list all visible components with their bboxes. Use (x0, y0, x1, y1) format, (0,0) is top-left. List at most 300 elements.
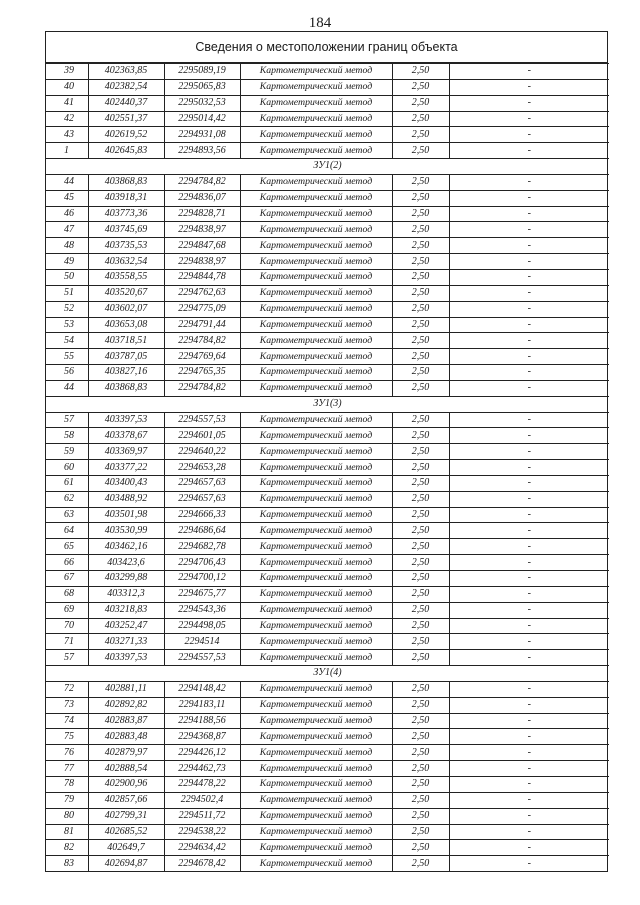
y-coordinate-cell: 2294686,64 (164, 523, 240, 539)
x-coordinate-cell: 403400,43 (88, 475, 164, 491)
accuracy-cell: 2,50 (392, 365, 449, 381)
y-coordinate-cell: 2294426,12 (164, 745, 240, 761)
y-coordinate-cell: 2294700,12 (164, 571, 240, 587)
page-number: 184 (308, 15, 332, 31)
x-coordinate-cell: 402645,83 (88, 143, 164, 159)
point-number-cell: 54 (46, 333, 88, 349)
table-row (46, 285, 609, 301)
table-row (46, 79, 609, 95)
description-cell: - (449, 317, 609, 333)
description-cell: - (449, 380, 609, 396)
accuracy-cell: 2,50 (392, 618, 449, 634)
x-coordinate-cell: 402619,52 (88, 127, 164, 143)
description-cell: - (449, 792, 609, 808)
description-cell: - (449, 444, 609, 460)
description-cell: - (449, 428, 609, 444)
x-coordinate-cell: 403520,67 (88, 285, 164, 301)
table-row (46, 761, 609, 777)
table-row (46, 412, 609, 428)
description-cell: - (449, 190, 609, 206)
accuracy-cell: 2,50 (392, 254, 449, 270)
method-cell: Картометрический метод (240, 650, 392, 666)
point-number-cell: 62 (46, 491, 88, 507)
method-cell: Картометрический метод (240, 412, 392, 428)
method-cell: Картометрический метод (240, 713, 392, 729)
y-coordinate-cell: 2295089,19 (164, 64, 240, 80)
x-coordinate-cell: 403827,16 (88, 365, 164, 381)
accuracy-cell: 2,50 (392, 428, 449, 444)
x-coordinate-cell: 403653,08 (88, 317, 164, 333)
table-row (46, 444, 609, 460)
x-coordinate-cell: 403918,31 (88, 190, 164, 206)
table-row (46, 808, 609, 824)
method-cell: Картометрический метод (240, 586, 392, 602)
point-number-cell: 44 (46, 380, 88, 396)
accuracy-cell: 2,50 (392, 444, 449, 460)
method-cell: Картометрический метод (240, 64, 392, 80)
accuracy-cell: 2,50 (392, 761, 449, 777)
method-cell: Картометрический метод (240, 317, 392, 333)
method-cell: Картометрический метод (240, 444, 392, 460)
accuracy-cell: 2,50 (392, 174, 449, 190)
point-number-cell: 60 (46, 460, 88, 476)
table-row (46, 475, 609, 491)
x-coordinate-cell: 403397,53 (88, 412, 164, 428)
point-number-cell: 73 (46, 697, 88, 713)
method-cell: Картометрический метод (240, 127, 392, 143)
point-number-cell: 81 (46, 824, 88, 840)
x-coordinate-cell: 403602,07 (88, 301, 164, 317)
x-coordinate-cell: 403397,53 (88, 650, 164, 666)
table-row (46, 650, 609, 666)
method-cell: Картометрический метод (240, 475, 392, 491)
y-coordinate-cell: 2294784,82 (164, 174, 240, 190)
method-cell: Картометрический метод (240, 254, 392, 270)
table-row (46, 64, 609, 80)
y-coordinate-cell: 2294511,72 (164, 808, 240, 824)
description-cell: - (449, 745, 609, 761)
description-cell: - (449, 79, 609, 95)
accuracy-cell: 2,50 (392, 856, 449, 871)
method-cell: Картометрический метод (240, 174, 392, 190)
y-coordinate-cell: 2294657,63 (164, 475, 240, 491)
point-number-cell: 52 (46, 301, 88, 317)
point-number-cell: 47 (46, 222, 88, 238)
description-cell: - (449, 238, 609, 254)
method-cell: Картометрический метод (240, 808, 392, 824)
table-row (46, 206, 609, 222)
group-header-row (46, 666, 609, 682)
y-coordinate-cell: 2294601,05 (164, 428, 240, 444)
accuracy-cell: 2,50 (392, 792, 449, 808)
y-coordinate-cell: 2294666,33 (164, 507, 240, 523)
method-cell: Картометрический метод (240, 143, 392, 159)
y-coordinate-cell: 2294836,07 (164, 190, 240, 206)
x-coordinate-cell: 403377,22 (88, 460, 164, 476)
method-cell: Картометрический метод (240, 269, 392, 285)
table-row (46, 539, 609, 555)
method-cell: Картометрический метод (240, 285, 392, 301)
table-row (46, 840, 609, 856)
accuracy-cell: 2,50 (392, 269, 449, 285)
description-cell: - (449, 491, 609, 507)
table-row (46, 555, 609, 571)
description-cell: - (449, 650, 609, 666)
method-cell: Картометрический метод (240, 222, 392, 238)
y-coordinate-cell: 2294775,09 (164, 301, 240, 317)
table-row (46, 349, 609, 365)
y-coordinate-cell: 2294557,53 (164, 412, 240, 428)
description-cell: - (449, 64, 609, 80)
accuracy-cell: 2,50 (392, 285, 449, 301)
table-row (46, 523, 609, 539)
accuracy-cell: 2,50 (392, 460, 449, 476)
x-coordinate-cell: 403271,33 (88, 634, 164, 650)
x-coordinate-cell: 402382,54 (88, 79, 164, 95)
x-coordinate-cell: 403745,69 (88, 222, 164, 238)
method-cell: Картометрический метод (240, 365, 392, 381)
point-number-cell: 48 (46, 238, 88, 254)
boundary-sheet (45, 31, 608, 872)
table-row (46, 713, 609, 729)
method-cell: Картометрический метод (240, 111, 392, 127)
accuracy-cell: 2,50 (392, 539, 449, 555)
description-cell: - (449, 412, 609, 428)
description-cell: - (449, 301, 609, 317)
accuracy-cell: 2,50 (392, 571, 449, 587)
description-cell: - (449, 697, 609, 713)
table-row (46, 301, 609, 317)
method-cell: Картометрический метод (240, 634, 392, 650)
description-cell: - (449, 333, 609, 349)
x-coordinate-cell: 403378,67 (88, 428, 164, 444)
table-row (46, 618, 609, 634)
point-number-cell: 83 (46, 856, 88, 871)
x-coordinate-cell: 402799,31 (88, 808, 164, 824)
accuracy-cell: 2,50 (392, 206, 449, 222)
y-coordinate-cell: 2294784,82 (164, 333, 240, 349)
method-cell: Картометрический метод (240, 428, 392, 444)
x-coordinate-cell: 402694,87 (88, 856, 164, 871)
group-header-row (46, 396, 609, 412)
y-coordinate-cell: 2294368,87 (164, 729, 240, 745)
accuracy-cell: 2,50 (392, 380, 449, 396)
method-cell: Картометрический метод (240, 460, 392, 476)
point-number-cell: 75 (46, 729, 88, 745)
y-coordinate-cell: 2294791,44 (164, 317, 240, 333)
method-cell: Картометрический метод (240, 824, 392, 840)
point-number-cell: 61 (46, 475, 88, 491)
accuracy-cell: 2,50 (392, 317, 449, 333)
table-row (46, 697, 609, 713)
description-cell: - (449, 602, 609, 618)
method-cell: Картометрический метод (240, 523, 392, 539)
y-coordinate-cell: 2294538,22 (164, 824, 240, 840)
point-number-cell: 57 (46, 412, 88, 428)
accuracy-cell: 2,50 (392, 602, 449, 618)
description-cell: - (449, 618, 609, 634)
x-coordinate-cell: 402879,97 (88, 745, 164, 761)
method-cell: Картометрический метод (240, 380, 392, 396)
description-cell: - (449, 269, 609, 285)
point-number-cell: 59 (46, 444, 88, 460)
point-number-cell: 70 (46, 618, 88, 634)
accuracy-cell: 2,50 (392, 111, 449, 127)
method-cell: Картометрический метод (240, 238, 392, 254)
accuracy-cell: 2,50 (392, 301, 449, 317)
description-cell: - (449, 365, 609, 381)
y-coordinate-cell: 2294931,08 (164, 127, 240, 143)
y-coordinate-cell: 2294478,22 (164, 776, 240, 792)
method-cell: Картометрический метод (240, 555, 392, 571)
point-number-cell: 74 (46, 713, 88, 729)
accuracy-cell: 2,50 (392, 586, 449, 602)
x-coordinate-cell: 403423,6 (88, 555, 164, 571)
accuracy-cell: 2,50 (392, 190, 449, 206)
method-cell: Картометрический метод (240, 856, 392, 871)
point-number-cell: 58 (46, 428, 88, 444)
description-cell: - (449, 761, 609, 777)
description-cell: - (449, 285, 609, 301)
description-cell: - (449, 507, 609, 523)
y-coordinate-cell: 2294557,53 (164, 650, 240, 666)
x-coordinate-cell: 402892,82 (88, 697, 164, 713)
y-coordinate-cell: 2294543,36 (164, 602, 240, 618)
x-coordinate-cell: 403218,83 (88, 602, 164, 618)
point-number-cell: 72 (46, 681, 88, 697)
x-coordinate-cell: 402685,52 (88, 824, 164, 840)
point-number-cell: 43 (46, 127, 88, 143)
y-coordinate-cell: 2294653,28 (164, 460, 240, 476)
x-coordinate-cell: 402363,85 (88, 64, 164, 80)
table-row (46, 333, 609, 349)
x-coordinate-cell: 403558,55 (88, 269, 164, 285)
accuracy-cell: 2,50 (392, 650, 449, 666)
description-cell: - (449, 127, 609, 143)
point-number-cell: 80 (46, 808, 88, 824)
description-cell: - (449, 111, 609, 127)
table-row (46, 729, 609, 745)
method-cell: Картометрический метод (240, 206, 392, 222)
y-coordinate-cell: 2294682,78 (164, 539, 240, 555)
point-number-cell: 76 (46, 745, 88, 761)
description-cell: - (449, 776, 609, 792)
accuracy-cell: 2,50 (392, 238, 449, 254)
y-coordinate-cell: 2294678,42 (164, 856, 240, 871)
x-coordinate-cell: 402888,54 (88, 761, 164, 777)
table-row (46, 792, 609, 808)
y-coordinate-cell: 2294634,42 (164, 840, 240, 856)
table-row (46, 222, 609, 238)
table-row (46, 745, 609, 761)
method-cell: Картометрический метод (240, 745, 392, 761)
x-coordinate-cell: 402551,37 (88, 111, 164, 127)
x-coordinate-cell: 402883,48 (88, 729, 164, 745)
accuracy-cell: 2,50 (392, 634, 449, 650)
method-cell: Картометрический метод (240, 507, 392, 523)
y-coordinate-cell: 2294893,56 (164, 143, 240, 159)
x-coordinate-cell: 403868,83 (88, 174, 164, 190)
description-cell: - (449, 206, 609, 222)
method-cell: Картометрический метод (240, 792, 392, 808)
y-coordinate-cell: 2294498,05 (164, 618, 240, 634)
table-row (46, 380, 609, 396)
table-row (46, 776, 609, 792)
x-coordinate-cell: 403718,51 (88, 333, 164, 349)
point-number-cell: 77 (46, 761, 88, 777)
y-coordinate-cell: 2294640,22 (164, 444, 240, 460)
x-coordinate-cell: 403312,3 (88, 586, 164, 602)
point-number-cell: 64 (46, 523, 88, 539)
group-label: ЗУ1(4) (46, 666, 609, 682)
point-number-cell: 39 (46, 64, 88, 80)
x-coordinate-cell: 403488,92 (88, 491, 164, 507)
point-number-cell: 41 (46, 95, 88, 111)
y-coordinate-cell: 2294657,63 (164, 491, 240, 507)
x-coordinate-cell: 403735,53 (88, 238, 164, 254)
accuracy-cell: 2,50 (392, 491, 449, 507)
accuracy-cell: 2,50 (392, 681, 449, 697)
description-cell: - (449, 681, 609, 697)
method-cell: Картометрический метод (240, 79, 392, 95)
y-coordinate-cell: 2294148,42 (164, 681, 240, 697)
accuracy-cell: 2,50 (392, 475, 449, 491)
point-number-cell: 45 (46, 190, 88, 206)
method-cell: Картометрический метод (240, 697, 392, 713)
y-coordinate-cell: 2294784,82 (164, 380, 240, 396)
x-coordinate-cell: 402857,66 (88, 792, 164, 808)
accuracy-cell: 2,50 (392, 64, 449, 80)
accuracy-cell: 2,50 (392, 412, 449, 428)
description-cell: - (449, 824, 609, 840)
description-cell: - (449, 571, 609, 587)
accuracy-cell: 2,50 (392, 555, 449, 571)
table-row (46, 365, 609, 381)
y-coordinate-cell: 2295032,53 (164, 95, 240, 111)
method-cell: Картометрический метод (240, 681, 392, 697)
description-cell: - (449, 856, 609, 871)
table-row (46, 95, 609, 111)
method-cell: Картометрический метод (240, 349, 392, 365)
point-number-cell: 46 (46, 206, 88, 222)
description-cell: - (449, 460, 609, 476)
accuracy-cell: 2,50 (392, 697, 449, 713)
method-cell: Картометрический метод (240, 190, 392, 206)
description-cell: - (449, 349, 609, 365)
y-coordinate-cell: 2294762,63 (164, 285, 240, 301)
table-row (46, 824, 609, 840)
y-coordinate-cell: 2294769,64 (164, 349, 240, 365)
table-row (46, 586, 609, 602)
method-cell: Картометрический метод (240, 491, 392, 507)
y-coordinate-cell: 2294462,73 (164, 761, 240, 777)
x-coordinate-cell: 403501,98 (88, 507, 164, 523)
point-number-cell: 50 (46, 269, 88, 285)
x-coordinate-cell: 403530,99 (88, 523, 164, 539)
table-row (46, 269, 609, 285)
y-coordinate-cell: 2294844,78 (164, 269, 240, 285)
accuracy-cell: 2,50 (392, 729, 449, 745)
x-coordinate-cell: 403787,05 (88, 349, 164, 365)
point-number-cell: 67 (46, 571, 88, 587)
x-coordinate-cell: 402649,7 (88, 840, 164, 856)
accuracy-cell: 2,50 (392, 79, 449, 95)
point-number-cell: 71 (46, 634, 88, 650)
method-cell: Картометрический метод (240, 602, 392, 618)
method-cell: Картометрический метод (240, 333, 392, 349)
point-number-cell: 40 (46, 79, 88, 95)
point-number-cell: 78 (46, 776, 88, 792)
accuracy-cell: 2,50 (392, 127, 449, 143)
accuracy-cell: 2,50 (392, 349, 449, 365)
point-number-cell: 69 (46, 602, 88, 618)
y-coordinate-cell: 2294188,56 (164, 713, 240, 729)
description-cell: - (449, 539, 609, 555)
method-cell: Картометрический метод (240, 729, 392, 745)
description-cell: - (449, 808, 609, 824)
x-coordinate-cell: 403462,16 (88, 539, 164, 555)
table-row (46, 174, 609, 190)
accuracy-cell: 2,50 (392, 776, 449, 792)
method-cell: Картометрический метод (240, 840, 392, 856)
point-number-cell: 68 (46, 586, 88, 602)
y-coordinate-cell: 2294828,71 (164, 206, 240, 222)
y-coordinate-cell: 2294838,97 (164, 254, 240, 270)
method-cell: Картометрический метод (240, 95, 392, 111)
point-number-cell: 65 (46, 539, 88, 555)
method-cell: Картометрический метод (240, 571, 392, 587)
method-cell: Картометрический метод (240, 776, 392, 792)
description-cell: - (449, 475, 609, 491)
table-row (46, 634, 609, 650)
point-number-cell: 66 (46, 555, 88, 571)
y-coordinate-cell: 2294675,77 (164, 586, 240, 602)
point-number-cell: 82 (46, 840, 88, 856)
point-number-cell: 79 (46, 792, 88, 808)
table-row (46, 143, 609, 159)
y-coordinate-cell: 2295065,83 (164, 79, 240, 95)
table-row (46, 190, 609, 206)
y-coordinate-cell: 2294838,97 (164, 222, 240, 238)
y-coordinate-cell: 2294514 (164, 634, 240, 650)
x-coordinate-cell: 403252,47 (88, 618, 164, 634)
table-row (46, 856, 609, 871)
description-cell: - (449, 586, 609, 602)
y-coordinate-cell: 2294706,43 (164, 555, 240, 571)
accuracy-cell: 2,50 (392, 143, 449, 159)
accuracy-cell: 2,50 (392, 840, 449, 856)
description-cell: - (449, 840, 609, 856)
table-row (46, 254, 609, 270)
table-row (46, 238, 609, 254)
description-cell: - (449, 523, 609, 539)
group-label: ЗУ1(2) (46, 159, 609, 175)
x-coordinate-cell: 403299,88 (88, 571, 164, 587)
point-number-cell: 56 (46, 365, 88, 381)
point-number-cell: 53 (46, 317, 88, 333)
table-row (46, 127, 609, 143)
method-cell: Картометрический метод (240, 618, 392, 634)
group-label: ЗУ1(3) (46, 396, 609, 412)
y-coordinate-cell: 2294847,68 (164, 238, 240, 254)
table-row (46, 111, 609, 127)
description-cell: - (449, 634, 609, 650)
x-coordinate-cell: 403632,54 (88, 254, 164, 270)
x-coordinate-cell: 403868,83 (88, 380, 164, 396)
point-number-cell: 42 (46, 111, 88, 127)
accuracy-cell: 2,50 (392, 507, 449, 523)
table-row (46, 317, 609, 333)
